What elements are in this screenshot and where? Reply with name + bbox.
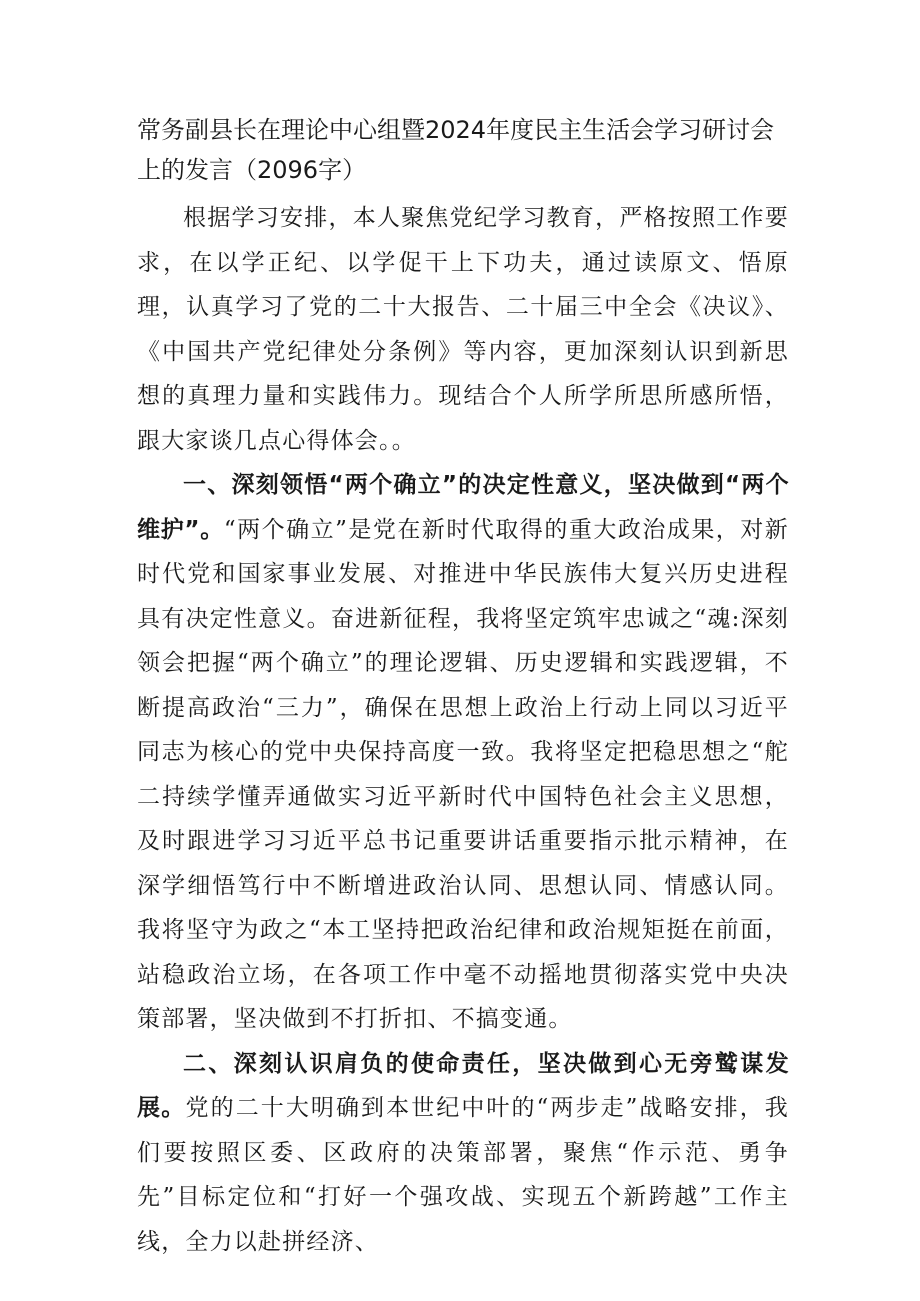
section-1-heading: 一、深刻领悟“两个确立”的决定性意义，坚决做到“两个维护”。 [137, 472, 789, 543]
section-2-body: 党的二十大明确到本世纪中叶的“两步走”战略安排，我们要按照区委、区政府的决策部署，聚焦“作示范、勇争先”目标定位和“打好一个强攻战、实现五个新跨越”工作主线，全力以赴拼经济、 [137, 1095, 789, 1255]
intro-paragraph: 根据学习安排，本人聚焦党纪学习教育，严格按照工作要求，在以学正纪、以学促干上下功夫，通过读原文、悟原理，认真学习了党的二十大报告、二十届三中全会《决议》、《中国共产党纪律处分条例》等内容，更加深刻认识到新思想的真理力量和实践伟力。现结合个人所学所思所感所悟，跟大家谈几点心得体会。。 [137, 205, 789, 454]
document-title: 常务副县长在理论中心组暨2024年度民主生活会学习研讨会上的发言（2096字） [137, 116, 775, 184]
section-1-paragraph [137, 463, 789, 1042]
section-1-body: “两个确立”是党在新时代取得的重大政治成果，对新时代党和国家事业发展、对推进中华民族伟大复兴历史进程具有决定性意义。奋进新征程，我将坚定筑牢忠诚之“魂:深刻领会把握“两个确立”的理论逻辑、历史逻辑和实践逻辑，不断提高政治“三力”，确保在思想上政治上行动上同以习近平同志为核心的党中央保持高度一致。我将坚定把稳思想之“舵二持续学懂弄通做实习近平新时代中国特色社会主义思想，及时跟进学习习近平总书记重要讲话重要指示批示精神，在深学细悟笃行中不断增进政治认同、思想认同、情感认同。我将坚守为政之“本工坚持把政治纪律和政治规矩挺在前面，站稳政治立场，在各项工作中毫不动摇地贯彻落实党中央决策部署，坚决做到不打折扣、不搞变通。 [137, 516, 789, 1032]
document-page [137, 110, 789, 1264]
section-2-heading: 二、深刻认识肩负的使命责任，坚决做到心无旁鹫谋发展。 [137, 1050, 789, 1121]
section-2-paragraph [137, 1042, 789, 1265]
